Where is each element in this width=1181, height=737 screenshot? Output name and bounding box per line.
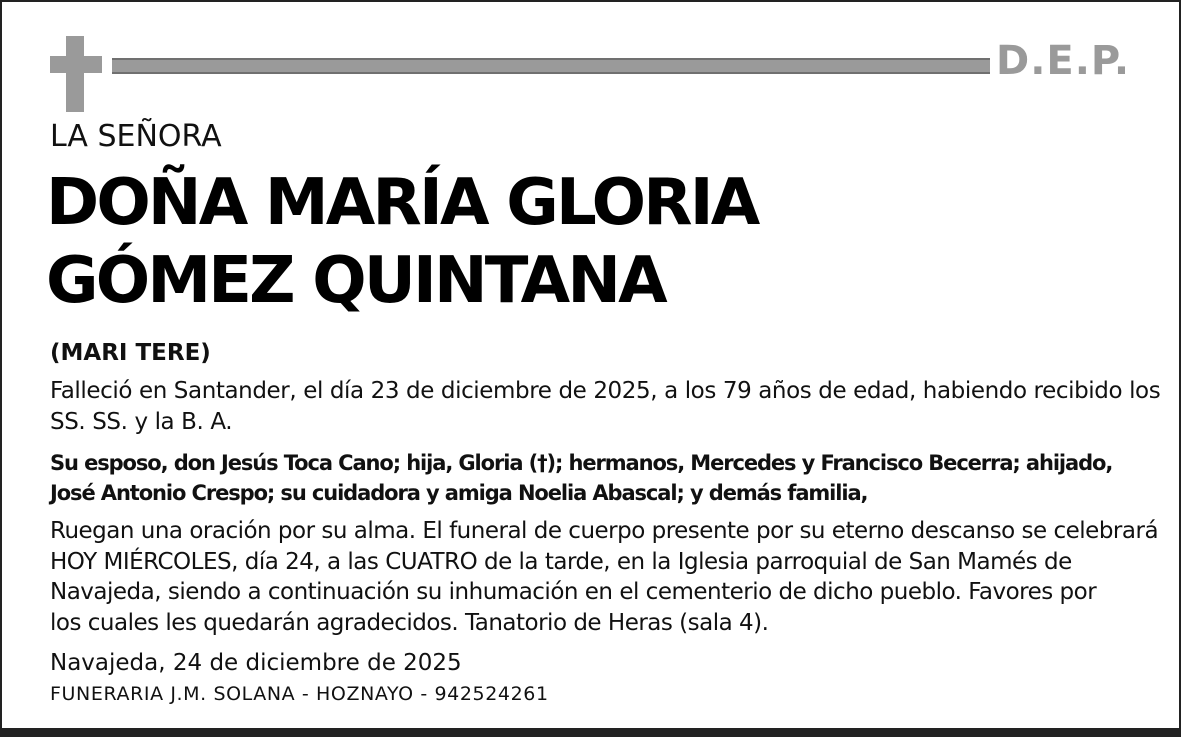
deceased-name (46, 164, 1046, 320)
funeral-line-4: los cuales les quedarán agradecidos. Tanatorio de Heras (sala 4). (50, 609, 769, 636)
funeral-line-2: HOY MIÉRCOLES, día 24, a las CUATRO de la tarde, en la Iglesia parroquial de San Mamés de (50, 548, 1072, 575)
funeral-home: FUNERARIA J.M. SOLANA - HOZNAYO - 942524261 (50, 683, 549, 705)
death-paragraph (50, 376, 1161, 438)
honorific: LA SEÑORA (50, 119, 222, 154)
header-rule (112, 58, 990, 74)
death-line-1: Falleció en Santander, el día 23 de diciembre de 2025, a los 79 años de edad, habiendo recibido los (50, 378, 1161, 404)
family-line-2: José Antonio Crespo; su cuidadora y amiga Noelia Abascal; y demás familia, (50, 481, 868, 505)
funeral-line-3: Navajeda, siendo a continuación su inhumación en el cementerio de dicho pueblo. Favores por (50, 579, 1097, 605)
funeral-line-1: Ruegan una oración por su alma. El funeral de cuerpo presente por su eterno descanso se celebrará (50, 518, 1159, 544)
cross-icon (50, 36, 102, 112)
dep-label: D.E.P. (996, 38, 1131, 84)
name-line-2: GÓMEZ QUINTANA (46, 244, 665, 318)
funeral-paragraph (50, 516, 1159, 638)
place-date: Navajeda, 24 de diciembre de 2025 (50, 650, 462, 676)
family-paragraph (50, 448, 1140, 508)
name-line-1: DOÑA MARÍA GLORIA (46, 166, 758, 240)
death-line-2: SS. SS. y la B. A. (50, 409, 233, 435)
nickname: (MARI TERE) (50, 340, 211, 366)
family-line-1: Su esposo, don Jesús Toca Cano; hija, Gloria (†); hermanos, Mercedes y Francisco Becerra; ahijado, (50, 451, 1113, 475)
